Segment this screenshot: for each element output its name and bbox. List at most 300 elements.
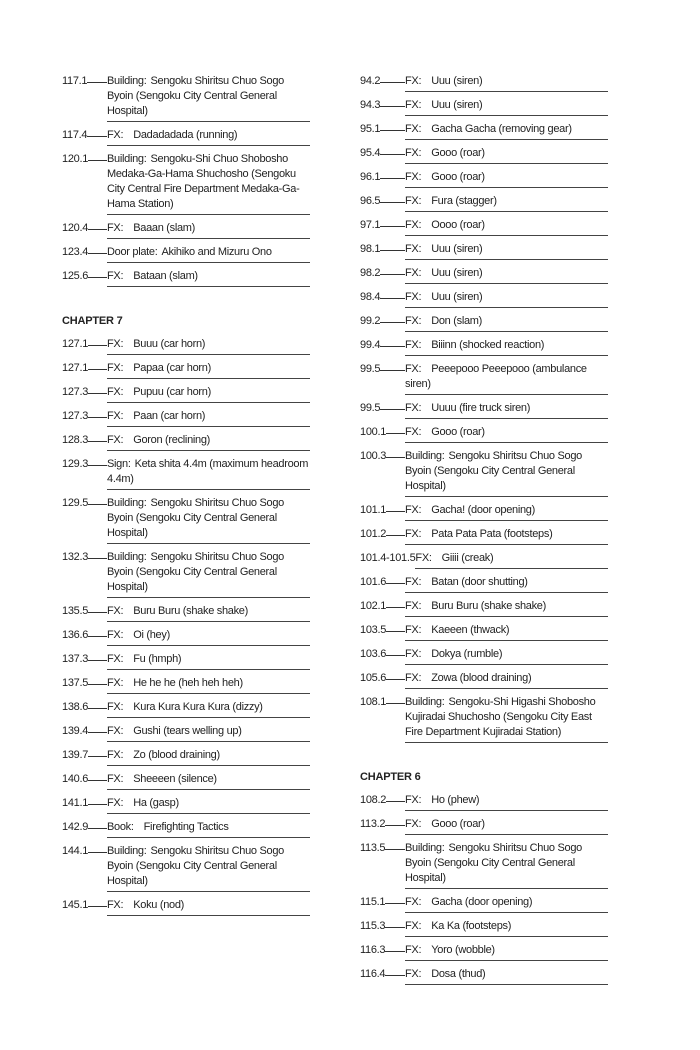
glossary-entry xyxy=(360,841,608,889)
glossary-entry xyxy=(62,221,310,239)
page-ref xyxy=(360,170,405,185)
leader-dash xyxy=(88,732,107,733)
leader-dash xyxy=(88,906,107,907)
entry-label: FX: xyxy=(405,600,422,612)
entry-text: Gacha Gacha (removing gear) xyxy=(431,123,572,135)
entry-body xyxy=(107,676,310,694)
entry-label: FX: xyxy=(107,653,124,665)
entry-label: FX: xyxy=(405,624,422,636)
leader-dash xyxy=(88,229,107,230)
entry-label: FX: xyxy=(107,410,124,422)
entry-label: FX: xyxy=(405,75,422,87)
entry-label: FX: xyxy=(405,426,422,438)
entry-body xyxy=(415,551,608,569)
entry-text: Sengoku Shiritsu Chuo Sogo Byoin (Sengoku City Central General Hospital) xyxy=(107,497,284,539)
page-ref xyxy=(62,361,107,376)
page-ref xyxy=(62,724,107,739)
entry-body xyxy=(405,671,608,689)
entry-body xyxy=(405,695,608,743)
glossary-entry xyxy=(360,503,608,521)
glossary-entry xyxy=(360,98,608,116)
entry-text: Oooo (roar) xyxy=(431,219,485,231)
entry-label: FX: xyxy=(107,386,124,398)
page-ref xyxy=(360,503,405,518)
entry-body xyxy=(107,433,310,451)
entry-text: Giiii (creak) xyxy=(441,552,494,564)
page-ref xyxy=(360,218,405,233)
glossary-entry xyxy=(360,793,608,811)
leader-dash xyxy=(380,298,405,299)
entry-text: He he he (heh heh heh) xyxy=(133,677,243,689)
page-number: 102.1 xyxy=(360,600,387,612)
entry-body xyxy=(405,425,608,443)
page-number: 103.5 xyxy=(360,624,387,636)
entry-body xyxy=(107,74,310,122)
entry-body xyxy=(405,314,608,332)
leader-dash xyxy=(88,756,107,757)
entry-body xyxy=(405,146,608,164)
page-ref xyxy=(360,647,405,662)
page-ref xyxy=(360,623,405,638)
page-ref xyxy=(360,338,405,353)
entry-label: FX: xyxy=(405,267,422,279)
entry-text: Sheeeen (silence) xyxy=(133,773,217,785)
entry-label: FX: xyxy=(405,195,422,207)
page-number: 139.7 xyxy=(62,749,89,761)
page-number: 132.3 xyxy=(62,551,89,563)
glossary-entry xyxy=(360,362,608,395)
entry-text: Firefighting Tactics xyxy=(143,821,229,833)
entry-label: FX: xyxy=(107,899,124,911)
page-number: 98.4 xyxy=(360,291,381,303)
page-ref xyxy=(360,425,405,440)
glossary-entry xyxy=(360,599,608,617)
page-ref xyxy=(360,599,405,614)
page-ref xyxy=(62,550,107,565)
leader-dash xyxy=(88,828,107,829)
entry-text: Pata Pata Pata (footsteps) xyxy=(431,528,553,540)
leader-dash xyxy=(88,417,107,418)
entry-body xyxy=(107,898,310,916)
left-column xyxy=(62,74,310,922)
page-number: 117.1 xyxy=(62,75,88,87)
entry-text: Gooo (roar) xyxy=(431,426,485,438)
entry-text: Keta shita 4.4m (maximum headroom 4.4m) xyxy=(107,458,309,485)
leader-dash xyxy=(380,274,405,275)
page-ref xyxy=(62,820,107,835)
entry-label: FX: xyxy=(405,99,422,111)
page-number: 101.1 xyxy=(360,504,387,516)
entry-label: FX: xyxy=(107,677,124,689)
page-number: 116.4 xyxy=(360,968,386,980)
entry-text: Uuu (siren) xyxy=(431,243,483,255)
leader-dash xyxy=(88,369,107,370)
leader-dash xyxy=(386,457,405,458)
glossary-entry xyxy=(360,242,608,260)
entry-label: FX: xyxy=(405,672,422,684)
glossary-entry xyxy=(360,218,608,236)
leader-dash xyxy=(386,535,405,536)
page-ref xyxy=(360,290,405,305)
page-ref xyxy=(360,266,405,281)
leader-dash xyxy=(385,849,405,850)
entry-label: FX: xyxy=(405,363,422,375)
entry-text: Pupuu (car horn) xyxy=(133,386,211,398)
entry-label: FX: xyxy=(415,552,432,564)
glossary-entry xyxy=(62,337,310,355)
entry-body xyxy=(405,647,608,665)
page-ref xyxy=(62,700,107,715)
leader-dash xyxy=(88,393,107,394)
page-number: 99.2 xyxy=(360,315,381,327)
entry-label: Building: xyxy=(107,153,147,165)
leader-dash xyxy=(88,465,107,466)
page-ref xyxy=(360,695,405,710)
page-ref xyxy=(360,449,405,464)
entry-label: FX: xyxy=(107,605,124,617)
glossary-entry xyxy=(62,433,310,451)
leader-dash xyxy=(380,322,405,323)
page-number: 103.6 xyxy=(360,648,387,660)
chapter-heading: CHAPTER 7 xyxy=(62,315,123,327)
entry-label: Building: xyxy=(107,497,147,509)
entry-text: Uuu (siren) xyxy=(431,99,483,111)
entry-body xyxy=(107,700,310,718)
entry-label: FX: xyxy=(405,528,422,540)
glossary-entry xyxy=(62,820,310,838)
entry-label: FX: xyxy=(107,338,124,350)
page-ref xyxy=(62,628,107,643)
entry-label: FX: xyxy=(107,270,124,282)
page-number: 127.3 xyxy=(62,410,89,422)
page-number: 101.2 xyxy=(360,528,387,540)
glossary-entry xyxy=(360,449,608,497)
entry-body xyxy=(107,221,310,239)
right-column xyxy=(360,74,608,991)
entry-label: Building: xyxy=(107,551,147,563)
entry-label: FX: xyxy=(405,171,422,183)
glossary-entry xyxy=(360,943,608,961)
leader-dash xyxy=(88,660,107,661)
entry-body xyxy=(405,338,608,356)
entry-body xyxy=(107,128,310,146)
page-ref xyxy=(62,898,107,913)
entry-text: Fu (hmph) xyxy=(133,653,182,665)
entry-text: Oi (hey) xyxy=(133,629,170,641)
page-ref xyxy=(62,128,107,143)
page-ref xyxy=(62,748,107,763)
glossary-entry xyxy=(62,152,310,215)
page-number: 117.4 xyxy=(62,129,88,141)
leader-dash xyxy=(380,202,405,203)
page-ref xyxy=(62,74,107,89)
entry-label: Sign: xyxy=(107,458,131,470)
entry-text: Zo (blood draining) xyxy=(133,749,220,761)
leader-dash xyxy=(87,136,107,137)
leader-dash xyxy=(88,345,107,346)
page-ref xyxy=(62,409,107,424)
glossary-entry xyxy=(62,844,310,892)
page-ref xyxy=(360,575,405,590)
entry-body xyxy=(107,604,310,622)
entry-text: Sengoku-Shi Chuo Shobosho Medaka-Ga-Hama Shuchosho (Sengoku City Central Fire Department Medaka-Ga-Hama Station) xyxy=(107,153,300,210)
entry-label: Building: xyxy=(107,75,147,87)
entry-body xyxy=(107,628,310,646)
glossary-entry xyxy=(360,817,608,835)
entry-label: Book: xyxy=(107,821,134,833)
entry-body xyxy=(107,652,310,670)
entry-body xyxy=(107,385,310,403)
entry-body xyxy=(405,290,608,308)
page-number: 120.1 xyxy=(62,153,89,165)
entry-body xyxy=(405,170,608,188)
glossary-entry xyxy=(62,496,310,544)
entry-text: Sengoku Shiritsu Chuo Sogo Byoin (Sengoku City Central General Hospital) xyxy=(405,450,582,492)
entries-before xyxy=(360,74,608,743)
entry-body xyxy=(107,409,310,427)
entry-body xyxy=(107,748,310,766)
entry-body xyxy=(405,841,608,889)
entry-label: FX: xyxy=(405,794,422,806)
page-number: 137.5 xyxy=(62,677,89,689)
glossary-entry xyxy=(62,796,310,814)
glossary-entry xyxy=(62,550,310,598)
entry-text: Gacha! (door opening) xyxy=(431,504,535,516)
leader-dash xyxy=(88,160,107,161)
entry-body xyxy=(405,793,608,811)
page-ref xyxy=(62,496,107,511)
page-ref xyxy=(62,221,107,236)
page-number: 94.2 xyxy=(360,75,381,87)
page-number: 99.5 xyxy=(360,363,381,375)
page-ref xyxy=(62,652,107,667)
entry-text: Kura Kura Kura Kura (dizzy) xyxy=(133,701,263,713)
entry-label: Door plate: xyxy=(107,246,158,258)
glossary-entry xyxy=(62,898,310,916)
entry-text: Paan (car horn) xyxy=(133,410,206,422)
glossary-entry xyxy=(360,551,608,569)
page-ref xyxy=(62,772,107,787)
page-ref xyxy=(360,527,405,542)
entry-label: Building: xyxy=(405,696,445,708)
entry-body xyxy=(405,527,608,545)
entries-after xyxy=(360,793,608,985)
entries-before xyxy=(62,74,310,287)
page-number: 120.4 xyxy=(62,222,89,234)
entry-label: FX: xyxy=(405,243,422,255)
entry-text: Biiinn (shocked reaction) xyxy=(431,339,545,351)
page-number: 100.3 xyxy=(360,450,387,462)
page-ref xyxy=(360,122,405,137)
page-ref xyxy=(62,457,107,472)
page-number: 96.5 xyxy=(360,195,381,207)
entry-body xyxy=(107,152,310,215)
entry-label: FX: xyxy=(405,504,422,516)
entry-body xyxy=(405,122,608,140)
glossary-entry xyxy=(360,74,608,92)
page-number: 96.1 xyxy=(360,171,381,183)
entry-body xyxy=(405,817,608,835)
leader-dash xyxy=(88,708,107,709)
page-number: 98.1 xyxy=(360,243,381,255)
leader-dash xyxy=(386,703,405,704)
page-number: 129.5 xyxy=(62,497,89,509)
glossary-entry xyxy=(360,401,608,419)
page-ref xyxy=(62,796,107,811)
leader-dash xyxy=(386,433,405,434)
entry-body xyxy=(107,820,310,838)
page-number: 100.1 xyxy=(360,426,387,438)
page-number: 95.4 xyxy=(360,147,381,159)
leader-dash xyxy=(88,277,107,278)
glossary-entry xyxy=(360,671,608,689)
entry-label: FX: xyxy=(405,291,422,303)
page-number: 135.5 xyxy=(62,605,89,617)
page-ref xyxy=(360,314,405,329)
entry-text: Uuu (siren) xyxy=(431,291,483,303)
page-ref xyxy=(360,146,405,161)
page-ref xyxy=(62,604,107,619)
leader-dash xyxy=(88,804,107,805)
glossary-entry xyxy=(360,122,608,140)
page-number: 108.1 xyxy=(360,696,387,708)
entry-text: Gacha (door opening) xyxy=(431,896,533,908)
page-number: 129.3 xyxy=(62,458,89,470)
leader-dash xyxy=(380,250,405,251)
entry-text: Sengoku-Shi Higashi Shobosho Kujiradai Shuchosho (Sengoku City East Fire Department Kujiradai Station) xyxy=(405,696,596,738)
leader-dash xyxy=(380,130,405,131)
page-ref xyxy=(360,242,405,257)
page-number: 97.1 xyxy=(360,219,381,231)
entry-label: FX: xyxy=(107,434,124,446)
entry-text: Buuu (car horn) xyxy=(133,338,206,350)
leader-dash xyxy=(385,927,405,928)
entry-text: Bataan (slam) xyxy=(133,270,198,282)
glossary-entry xyxy=(62,245,310,263)
glossary-entry xyxy=(62,361,310,379)
page-ref xyxy=(360,362,405,377)
leader-dash xyxy=(385,825,405,826)
glossary-entry xyxy=(62,457,310,490)
page-ref xyxy=(360,841,405,856)
entry-body xyxy=(405,895,608,913)
entry-text: Ha (gasp) xyxy=(133,797,179,809)
entry-label: FX: xyxy=(107,629,124,641)
entry-label: FX: xyxy=(405,402,422,414)
entry-body xyxy=(405,362,608,395)
glossary-entry xyxy=(360,425,608,443)
entry-label: FX: xyxy=(405,648,422,660)
page-number: 140.6 xyxy=(62,773,89,785)
glossary-entry xyxy=(360,527,608,545)
page-number: 125.6 xyxy=(62,270,89,282)
page-number: 127.3 xyxy=(62,386,89,398)
glossary-entry xyxy=(62,676,310,694)
glossary-entry xyxy=(360,170,608,188)
page-ref xyxy=(62,676,107,691)
leader-dash xyxy=(88,612,107,613)
page-number: 123.4 xyxy=(62,246,89,258)
glossary-entry xyxy=(62,628,310,646)
page-number: 144.1 xyxy=(62,845,89,857)
entry-label: FX: xyxy=(405,944,422,956)
leader-dash xyxy=(385,975,405,976)
leader-dash xyxy=(88,636,107,637)
glossary-entry xyxy=(62,128,310,146)
entry-body xyxy=(405,575,608,593)
entry-text: Dadadadada (running) xyxy=(133,129,238,141)
leader-dash xyxy=(380,178,405,179)
leader-dash xyxy=(88,780,107,781)
entry-body xyxy=(405,943,608,961)
leader-dash xyxy=(386,631,405,632)
entry-text: Uuu (siren) xyxy=(431,75,483,87)
page-ref xyxy=(360,895,405,910)
entry-label: FX: xyxy=(107,222,124,234)
entry-body xyxy=(405,74,608,92)
page-number: 136.6 xyxy=(62,629,89,641)
glossary-entry xyxy=(360,290,608,308)
entry-text: Zowa (blood draining) xyxy=(431,672,532,684)
entry-body xyxy=(405,194,608,212)
page-ref xyxy=(360,919,405,934)
entry-body xyxy=(107,269,310,287)
entry-label: FX: xyxy=(405,896,422,908)
page-number: 99.5 xyxy=(360,402,381,414)
page-ref xyxy=(360,74,405,89)
entry-body xyxy=(107,337,310,355)
entry-body xyxy=(405,599,608,617)
leader-dash xyxy=(386,511,405,512)
entry-text: Buru Buru (shake shake) xyxy=(133,605,248,617)
entry-text: Sengoku Shiritsu Chuo Sogo Byoin (Sengoku City Central General Hospital) xyxy=(107,551,284,593)
page-number: 105.6 xyxy=(360,672,387,684)
glossary-entry xyxy=(360,623,608,641)
glossary-entry xyxy=(360,314,608,332)
page-ref xyxy=(360,194,405,209)
page-ref xyxy=(360,401,405,416)
entry-text: Gooo (roar) xyxy=(431,147,485,159)
page-ref xyxy=(360,671,405,686)
glossary-entry xyxy=(62,409,310,427)
entry-text: Ho (phew) xyxy=(431,794,480,806)
entry-label: FX: xyxy=(405,818,422,830)
leader-dash xyxy=(380,106,405,107)
page-number: 145.1 xyxy=(62,899,89,911)
entry-text: Gooo (roar) xyxy=(431,171,485,183)
page-number: 108.2 xyxy=(360,794,387,806)
entry-body xyxy=(107,496,310,544)
glossary-entry xyxy=(62,74,310,122)
entry-text: Goron (reclining) xyxy=(133,434,211,446)
entry-body xyxy=(405,401,608,419)
entry-text: Sengoku Shiritsu Chuo Sogo Byoin (Sengoku City Central General Hospital) xyxy=(107,845,284,887)
entry-label: FX: xyxy=(107,362,124,374)
entry-body xyxy=(107,724,310,742)
glossary-entry xyxy=(62,772,310,790)
page-number: 141.1 xyxy=(62,797,89,809)
glossary-entry xyxy=(62,724,310,742)
leader-dash xyxy=(386,679,405,680)
glossary-entry xyxy=(62,652,310,670)
glossary-entry xyxy=(360,695,608,743)
page-ref xyxy=(62,385,107,400)
entry-body xyxy=(405,98,608,116)
page-number: 115.3 xyxy=(360,920,386,932)
entry-text: Uuu (siren) xyxy=(431,267,483,279)
page-ref xyxy=(62,245,107,260)
page-number: 139.4 xyxy=(62,725,89,737)
